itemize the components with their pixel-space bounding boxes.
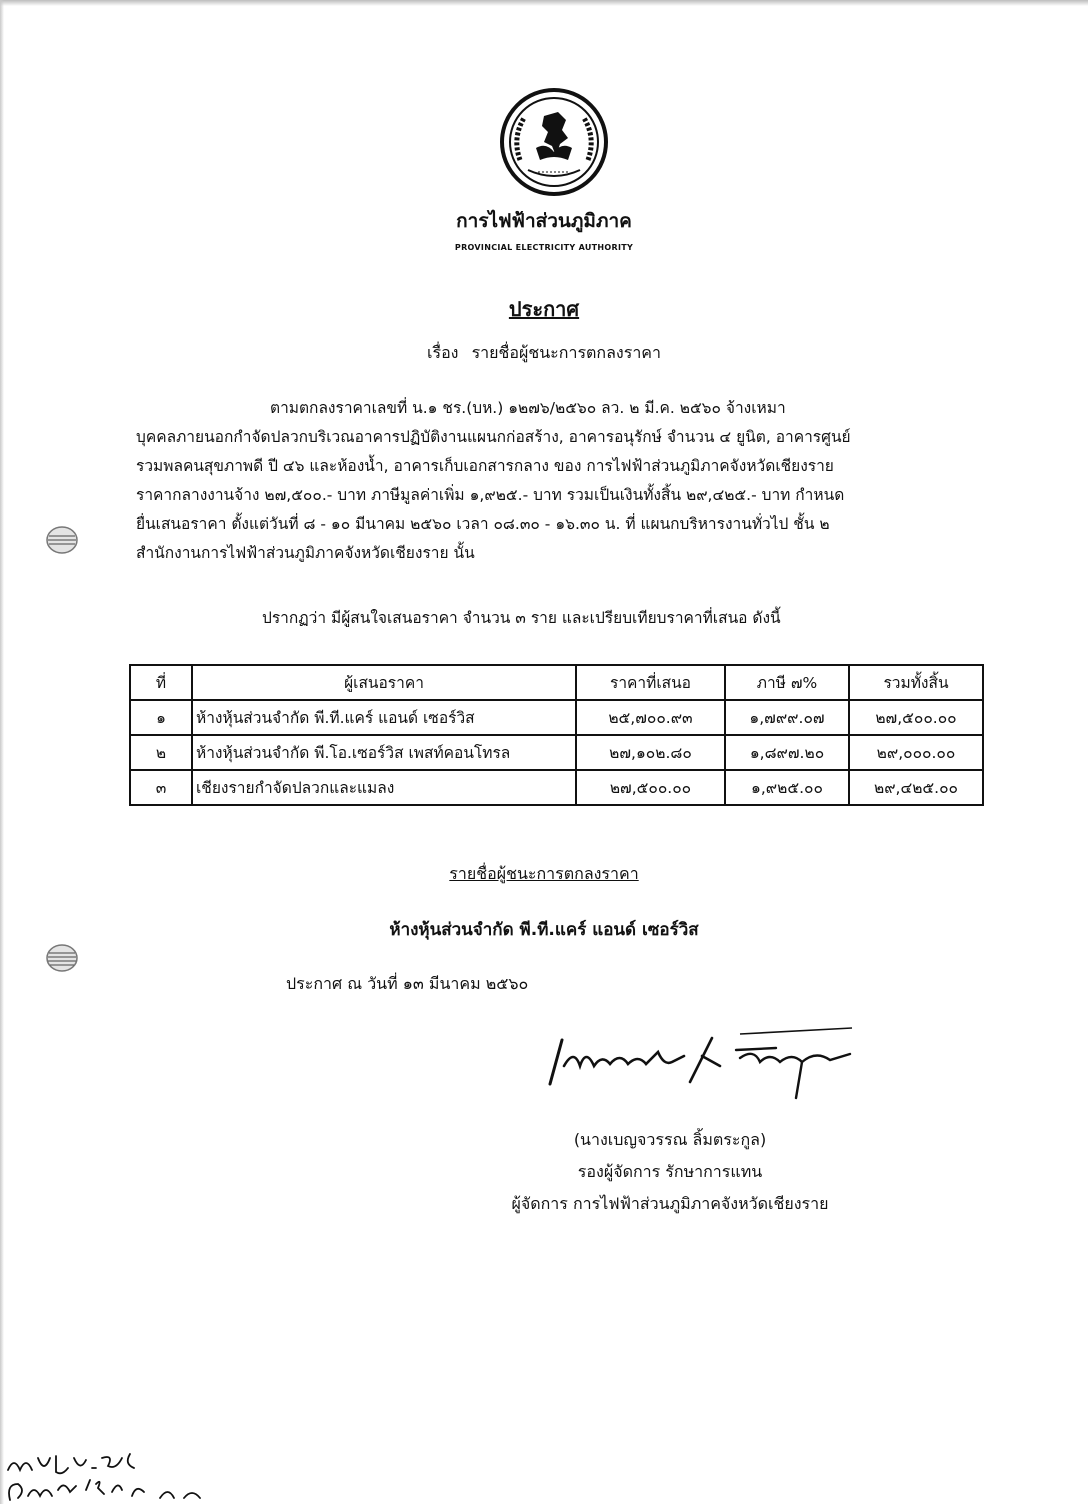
announcement-subject (0, 341, 1088, 366)
announcement-body (136, 394, 974, 568)
punch-hole-icon (44, 940, 80, 976)
header-offer-price: ราคาที่เสนอ (576, 665, 725, 700)
row-offer-price: ๒๕,๗๐๐.๙๓ (576, 700, 725, 735)
organization-name-en: PROVINCIAL ELECTRICITY AUTHORITY (454, 243, 634, 252)
signatory-block (470, 1124, 870, 1220)
row-no: ๑ (130, 700, 192, 735)
header-bidder: ผู้เสนอราคา (192, 665, 576, 700)
table-row (130, 735, 983, 770)
winner-heading: รายชื่อผู้ชนะการตกลงราคา (449, 864, 639, 883)
row-no: ๒ (130, 735, 192, 770)
signatory-name: (นางเบญจวรรณ ลิ้มตระกูล) (573, 1130, 767, 1149)
row-offer-price: ๒๗,๕๐๐.๐๐ (576, 770, 725, 805)
table-row (130, 700, 983, 735)
body-line: รวมพลคนสุขภาพดี ปี ๔๖ และห้องน้ำ, อาคารเก็บเอกสารกลาง ของ การไฟฟ้าส่วนภูมิภาคจังหวัดเชียงราย (136, 457, 834, 475)
row-bidder: เชียงรายกำจัดปลวกและแมลง (192, 770, 576, 805)
header-total: รวมทั้งสิ้น (849, 665, 983, 700)
announcement-title: ประกาศ (508, 297, 580, 321)
table-row (130, 770, 983, 805)
header-no: ที่ (130, 665, 192, 700)
row-offer-price: ๒๗,๑๐๒.๘๐ (576, 735, 725, 770)
announcement-date: ประกาศ ณ วันที่ ๑๓ มีนาคม ๒๕๖๐ (286, 974, 529, 993)
body-line: ราคากลางงานจ้าง ๒๗,๕๐๐.- บาท ภาษีมูลค่าเพิ่ม ๑,๙๒๕.- บาท รวมเป็นเงินทั้งสิ้น ๒๙,๔๒๕.- บาท กำหนด (136, 486, 845, 504)
signatory-office: ผู้จัดการ การไฟฟ้าส่วนภูมิภาคจังหวัดเชียงราย (511, 1194, 829, 1213)
row-bidder: ห้างหุ้นส่วนจำกัด พี.โอ.เซอร์วิส เพสท์คอนโทรล (192, 735, 576, 770)
table-header-row (130, 665, 983, 700)
row-total: ๒๗,๕๐๐.๐๐ (849, 700, 983, 735)
scan-edge-top (0, 0, 1088, 6)
punch-hole-icon (44, 522, 80, 558)
bid-intro-text: ปรากฏว่า มีผู้สนใจเสนอราคา จำนวน ๓ ราย และเปรียบเทียบราคาที่เสนอ ดังนี้ (262, 609, 781, 627)
header-vat: ภาษี ๗% (725, 665, 849, 700)
row-no: ๓ (130, 770, 192, 805)
handwritten-signature-icon (540, 1026, 860, 1106)
row-vat: ๑,๘๙๗.๒๐ (725, 735, 849, 770)
row-total: ๒๙,๐๐๐.๐๐ (849, 735, 983, 770)
body-line: สำนักงานการไฟฟ้าส่วนภูมิภาคจังหวัดเชียงราย นั้น (136, 544, 475, 562)
winner-name: ห้างหุ้นส่วนจำกัด พี.ที.แคร์ แอนด์ เซอร์วิส (389, 920, 699, 940)
row-bidder: ห้างหุ้นส่วนจำกัด พี.ที.แคร์ แอนด์ เซอร์วิส (192, 700, 576, 735)
signatory-position: รองผู้จัดการ รักษาการแทน (577, 1162, 763, 1181)
subject-label: เรื่อง (427, 343, 459, 362)
row-total: ๒๙,๔๒๕.๐๐ (849, 770, 983, 805)
handwritten-note (4, 1440, 254, 1504)
body-line: ตามตกลงราคาเลขที่ น.๑ ชร.(บห.) ๑๒๗๖/๒๕๖๐ ลว. ๒ มี.ค. ๒๕๖๐ จ้างเหมา (270, 399, 786, 417)
bid-comparison-table (129, 664, 984, 806)
subject-text: รายชื่อผู้ชนะการตกลงราคา (471, 343, 661, 362)
body-line: ยื่นเสนอราคา ตั้งแต่วันที่ ๘ - ๑๐ มีนาคม ๒๕๖๐ เวลา ๐๘.๓๐ - ๑๖.๓๐ น. ที่ แผนกบริหารงานทั่วไป ชั้น ๒ (136, 515, 830, 533)
row-vat: ๑,๗๙๙.๐๗ (725, 700, 849, 735)
body-line: บุคคลภายนอกกำจัดปลวกบริเวณอาคารปฏิบัติงานแผนกก่อสร้าง, อาคารอนุรักษ์ จำนวน ๔ ยูนิต, อาคารศูนย์ (136, 428, 851, 446)
pea-emblem-icon (498, 86, 610, 198)
organization-name-th: การไฟฟ้าส่วนภูมิภาค (456, 210, 632, 232)
row-vat: ๑,๙๒๕.๐๐ (725, 770, 849, 805)
